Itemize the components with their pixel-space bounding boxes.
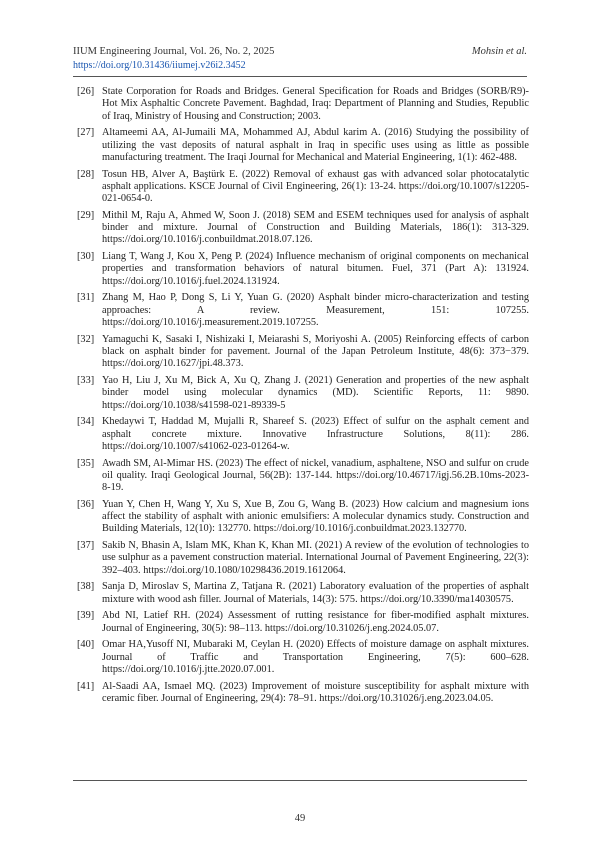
reference-text: Altameemi AA, Al-Jumaili MA, Mohammed AJ, Abdul karim A. (2016) Studying the possibility of utilizing the vast deposits of natural asphalt in Iraq in specific uses using as little as possible manufacturing treatment. The Iraqi Journal for Mechanical and Material Engineering, 1(1): 462-488.	[102, 127, 529, 163]
page-header	[73, 46, 527, 82]
reference-item	[77, 681, 529, 706]
reference-number: [36]	[77, 498, 95, 510]
reference-number: [28]	[77, 168, 95, 180]
reference-item	[77, 458, 529, 495]
reference-item	[77, 292, 529, 329]
running-author: Mohsin et al.	[471, 46, 527, 57]
reference-number: [38]	[77, 581, 95, 593]
reference-text: Awadh SM, Al-Mimar HS. (2023) The effect of nickel, vanadium, asphaltene, NSO and sulfur on crude oil quality. Iraqi Geological Journal, 56(2B): 137-144. https://doi.org/10.46717/igj.56.2B.10ms-2023-8-19.	[102, 457, 529, 494]
reference-text: Khedaywi T, Haddad M, Mujalli R, Shareef S. (2023) Effect of sulfur on the asphalt cement and asphalt concrete mixture. Innovative Infrastructure Solutions, 8(11): 286. https://doi.org/10.1007/s41062-023-01264-w.	[102, 416, 529, 452]
reference-item	[77, 86, 529, 123]
header-divider	[73, 76, 527, 77]
reference-text: Tosun HB, Alver A, Baştürk E. (2022) Removal of exhaust gas with advanced solar photocatalytic asphalt applications. KSCE Journal of Civil Engineering, 26(1): 13-24. https://doi.org/10.1007/s12205-021-0654-0.	[102, 168, 529, 205]
journal-citation: IIUM Engineering Journal, Vol. 26, No. 2, 2025	[73, 46, 275, 57]
reference-number: [39]	[77, 610, 95, 622]
reference-item	[77, 169, 529, 206]
reference-text: Yamaguchi K, Sasaki I, Nishizaki I, Meiarashi S, Moriyoshi A. (2005) Reinforcing effects of carbon black on asphalt binder for pavement. Journal of the Japan Petroleum Institute, 48(6): 373−379. https://doi.org/10.1627/jpi.48.373.	[102, 333, 529, 370]
reference-number: [32]	[77, 333, 95, 345]
reference-item	[77, 540, 529, 577]
reference-number: [26]	[77, 86, 95, 97]
reference-number: [31]	[77, 292, 95, 304]
reference-text: Liang T, Wang J, Kou X, Peng P. (2024) Influence mechanism of original components on mechanical properties and transformation behaviors of natural bitumen. Fuel, 371 (Part A): 131924. https://doi.org/10.1016/j.fuel.2024.131924.	[102, 251, 529, 287]
reference-number: [41]	[77, 680, 95, 692]
reference-number: [33]	[77, 374, 95, 386]
reference-text: State Corporation for Roads and Bridges. General Specification for Roads and Bridges (SORB/R9)-Hot Mix Asphaltic Concrete Pavement. Baghdad, Iraq: Department of Planning and Studies, Republic of Iraq, Ministry of Housing and Construction; 2003.	[102, 86, 529, 122]
reference-item	[77, 251, 529, 288]
doi-link[interactable]: https://doi.org/10.31436/iiumej.v26i2.3452	[73, 60, 246, 71]
reference-text: Sakib N, Bhasin A, Islam MK, Khan K, Khan MI. (2021) A review of the evolution of technologies to use sulphur as a pavement construction material. International Journal of Pavement Engineering, 22(3): 392–403. https://doi.org/10.1080/10298436.2019.1612064.	[102, 540, 529, 576]
reference-number: [40]	[77, 639, 95, 651]
reference-item	[77, 375, 529, 412]
reference-text: Omar HA,Yusoff NI, Mubaraki M, Ceylan H. (2020) Effects of moisture damage on asphalt mixtures. Journal of Traffic and Transportation Engineering, 7(5): 600–628. https://doi.org/10.1016/j.jtte.2020.07.001.	[102, 639, 529, 675]
reference-text: Abd NI, Latief RH. (2024) Assessment of rutting resistance for fiber-modified asphalt mixtures. Journal of Engineering, 30(5): 98–113. https://doi.org/10.31026/j.eng.2024.05.07.	[102, 610, 529, 634]
reference-list	[77, 86, 529, 710]
reference-text: Yuan Y, Chen H, Wang Y, Xu S, Xue B, Zou G, Wang B. (2023) How calcium and magnesium ions affect the stability of asphalt with anionic emulsifiers: A molecular dynamics study. Construction and Building Materials, 12(10): 132770. https://doi.org/10.1016/j.conbuildmat.2023.132770.	[102, 498, 529, 535]
reference-number: [37]	[77, 540, 95, 552]
reference-item	[77, 639, 529, 676]
reference-item	[77, 610, 529, 635]
reference-text: Mithil M, Raju A, Ahmed W, Soon J. (2018) SEM and ESEM techniques used for analysis of asphalt binder and mixture. Journal of Construction and Building Materials, 186(1): 313-329. https://doi.org/10.1016/j.conbuildmat.2018.07.126.	[102, 209, 529, 246]
reference-text: Yao H, Liu J, Xu M, Bick A, Xu Q, Zhang J. (2021) Generation and properties of the new asphalt binder model using molecular dynamics (MD). Scientific Reports, 11: 9890. https://doi.org/10.1038/s41598-021-89339-5	[102, 374, 529, 411]
reference-number: [29]	[77, 209, 95, 221]
reference-number: [27]	[77, 127, 95, 139]
reference-number: [30]	[77, 251, 95, 263]
reference-item	[77, 416, 529, 453]
page-number: 49	[294, 813, 306, 824]
reference-text: Al-Saadi AA, Ismael MQ. (2023) Improvement of moisture susceptibility for asphalt mixture with ceramic fiber. Journal of Engineering, 29(4): 78–91. https://doi.org/10.31026/j.eng.2023.04.05.	[102, 680, 529, 704]
reference-item	[77, 210, 529, 247]
reference-text: Zhang M, Hao P, Dong S, Li Y, Yuan G. (2020) Asphalt binder micro-characterization and testing approaches: A review. Measurement, 151: 107255. https://doi.org/10.1016/j.measurement.2019.107255.	[102, 292, 529, 328]
reference-item	[77, 499, 529, 536]
reference-item	[77, 334, 529, 371]
reference-item	[77, 581, 529, 606]
reference-number: [34]	[77, 416, 95, 428]
footer-divider	[73, 780, 527, 781]
reference-item	[77, 127, 529, 164]
reference-number: [35]	[77, 457, 95, 469]
reference-text: Sanja D, Miroslav S, Martina Z, Tatjana R. (2021) Laboratory evaluation of the properties of asphalt mixture with wood ash filler. Journal of Materials, 14(3): 575. https://doi.org/10.3390/ma14030575.	[102, 581, 529, 605]
